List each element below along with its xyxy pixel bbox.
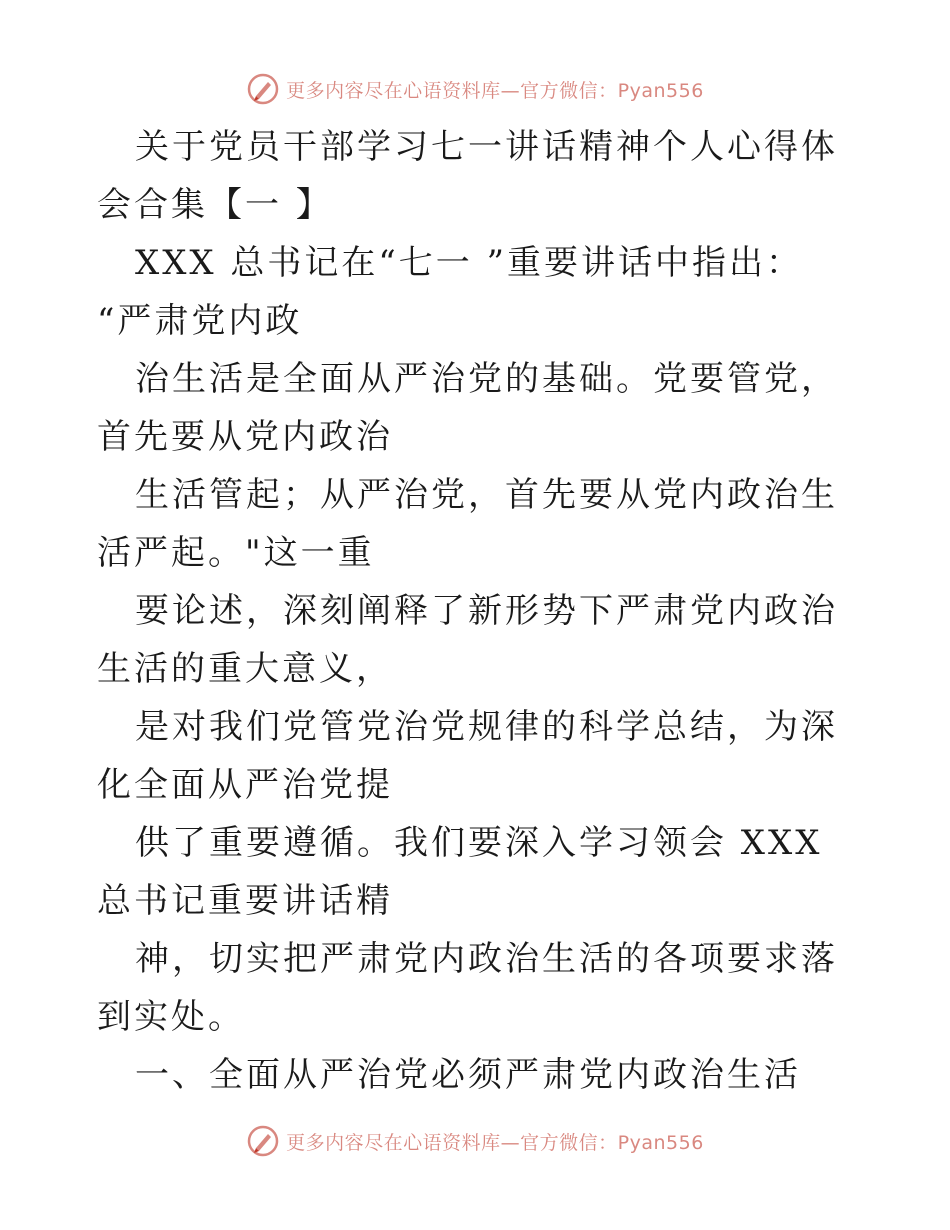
fountain-pen-icon bbox=[246, 1124, 280, 1158]
document-title: 关于党员干部学习七一讲话精神个人心得体会合集【一 】 bbox=[97, 127, 838, 225]
paragraph: 治生活是全面从严治党的基础。党要管党，首先要从党内政治 bbox=[97, 359, 838, 457]
section-heading: 一、全面从严治党必须严肃党内政治生活 bbox=[135, 1055, 801, 1095]
paragraph: 是对我们党管党治党规律的科学总结，为深化全面从严治党提 bbox=[97, 707, 838, 805]
paragraph: XXX 总书记在“七一 ”重要讲话中指出： “严肃党内政 bbox=[97, 243, 803, 341]
document-body bbox=[97, 118, 857, 1104]
paragraph: 供了重要遵循。我们要深入学习领会 XXX 总书记重要讲话精 bbox=[97, 823, 823, 921]
watermark-footer bbox=[0, 1124, 950, 1158]
fountain-pen-icon bbox=[246, 72, 280, 106]
watermark-text: 更多内容尽在心语资料库—官方微信：Pyan556 bbox=[286, 79, 704, 102]
watermark-text: 更多内容尽在心语资料库—官方微信：Pyan556 bbox=[286, 1131, 704, 1154]
paragraph: 生活管起；从严治党，首先要从党内政治生活严起。"这一重 bbox=[97, 475, 838, 573]
paragraph: 神，切实把严肃党内政治生活的各项要求落到实处。 bbox=[97, 939, 838, 1037]
watermark-header bbox=[0, 72, 950, 106]
paragraph: 要论述，深刻阐释了新形势下严肃党内政治生活的重大意义， bbox=[97, 591, 838, 689]
